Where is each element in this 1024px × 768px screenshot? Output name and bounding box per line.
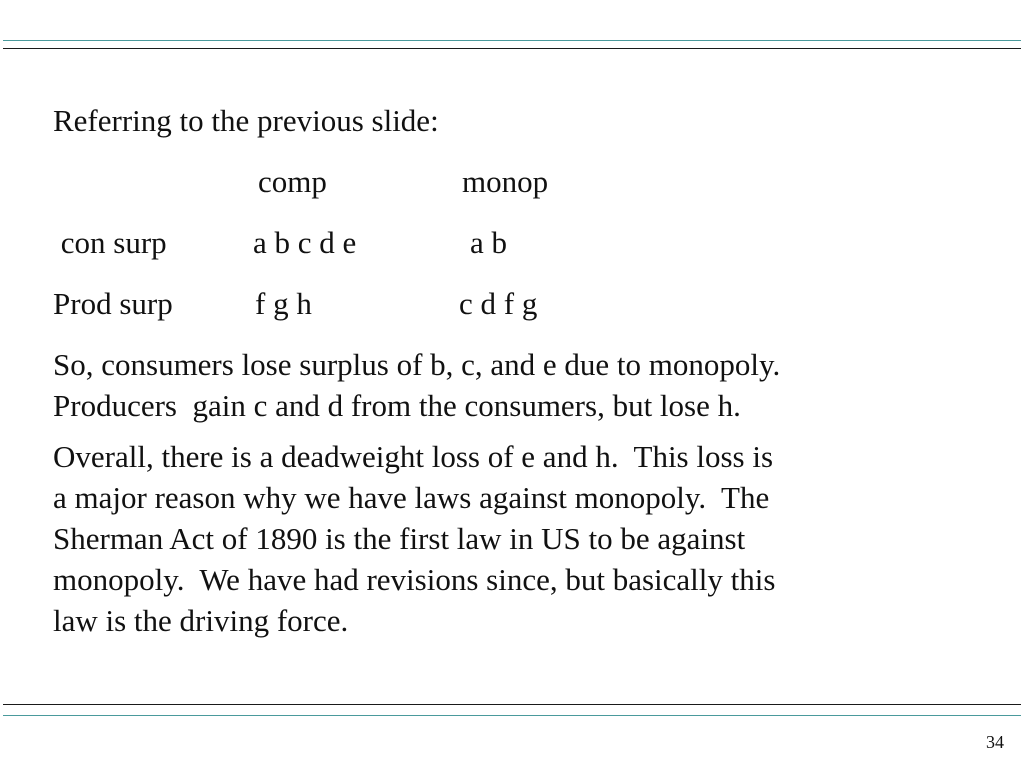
table-row-prod-surp bbox=[53, 283, 953, 324]
paragraph-surplus-change bbox=[53, 344, 953, 426]
row-label: con surp bbox=[53, 225, 167, 260]
cell-monop: c d f g bbox=[459, 286, 538, 321]
paragraph-line: a major reason why we have laws against monopoly. The bbox=[53, 480, 770, 515]
slide-heading: Referring to the previous slide: bbox=[53, 103, 439, 138]
bottom-teal-rule bbox=[3, 715, 1021, 716]
paragraph-line: So, consumers lose surplus of b, c, and e due to monopoly. bbox=[53, 347, 781, 382]
top-teal-rule bbox=[3, 40, 1021, 41]
table-row-con-surp bbox=[53, 222, 953, 263]
paragraph-line: Producers gain c and d from the consumers, but lose h. bbox=[53, 388, 741, 423]
cell-monop: a b bbox=[470, 225, 508, 260]
paragraph-line: law is the driving force. bbox=[53, 603, 349, 638]
cell-comp: a b c d e bbox=[253, 225, 357, 260]
column-header-comp: comp bbox=[258, 164, 327, 199]
paragraph-line: monopoly. We have had revisions since, but basically this bbox=[53, 562, 776, 597]
slide-content bbox=[53, 100, 953, 641]
page-number: 34 bbox=[986, 732, 1004, 752]
paragraph-line: Sherman Act of 1890 is the first law in US to be against bbox=[53, 521, 746, 556]
paragraph-line: Overall, there is a deadweight loss of e and h. This loss is bbox=[53, 439, 774, 474]
column-header-monop: monop bbox=[462, 164, 549, 199]
top-dark-rule bbox=[3, 48, 1021, 49]
table-header-row bbox=[53, 161, 953, 202]
bottom-dark-rule bbox=[3, 704, 1021, 705]
cell-comp: f g h bbox=[255, 286, 312, 321]
paragraph-deadweight-loss bbox=[53, 436, 953, 641]
row-label: Prod surp bbox=[53, 286, 173, 321]
